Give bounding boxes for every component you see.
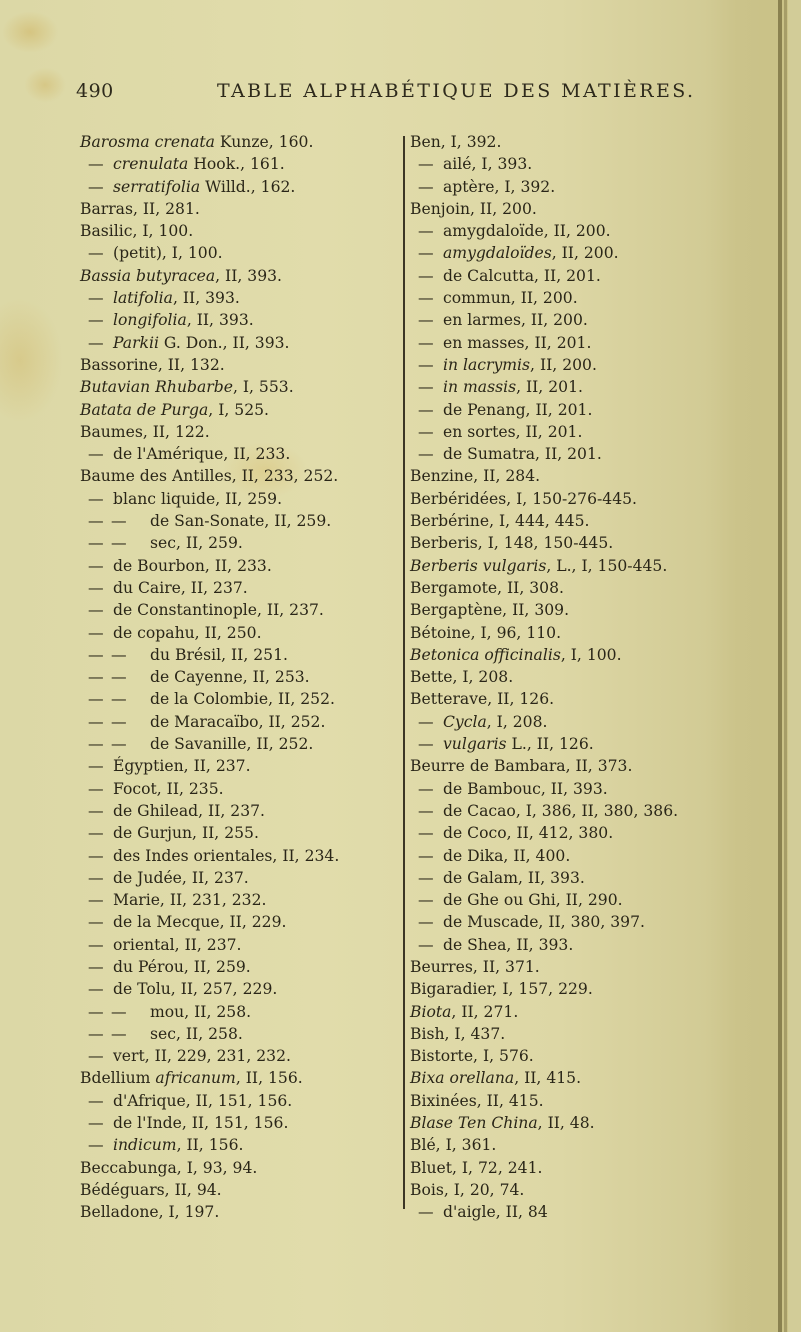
entry-italic-term: vulgaris	[443, 735, 507, 754]
ditto-dash: —	[88, 846, 104, 865]
index-entry	[80, 287, 400, 309]
entry-text: L., II, 126.	[506, 735, 594, 754]
index-entry	[80, 421, 400, 443]
ditto-dash: —	[418, 355, 434, 374]
index-column-left	[80, 131, 400, 1224]
index-entry	[80, 911, 400, 933]
entry-italic-term: crenulata	[113, 155, 189, 174]
entry-text: , II, 393.	[215, 266, 282, 285]
entry-italic-term: Berberis vulgaris	[410, 556, 547, 575]
ditto-dash: —	[111, 512, 127, 531]
ditto-dash: —	[418, 445, 434, 464]
index-entry	[80, 1067, 400, 1089]
entry-italic-term: Biota	[410, 1002, 452, 1021]
ditto-dash: —	[88, 1091, 104, 1110]
index-entry	[410, 577, 770, 599]
index-entry	[80, 1179, 400, 1201]
index-entry	[80, 688, 400, 710]
entry-text: , I, 100.	[560, 645, 622, 664]
ditto-dash: —	[88, 1114, 104, 1133]
index-entry	[410, 867, 770, 889]
entry-text: Blé, I, 361.	[410, 1136, 497, 1155]
index-entry	[410, 198, 770, 220]
entry-text: de Ghilead, II, 237.	[113, 801, 266, 820]
entry-text: Bergamote, II, 308.	[410, 578, 564, 597]
entry-text: de Maracaïbo, II, 252.	[150, 712, 326, 731]
index-entry	[80, 822, 400, 844]
entry-text: Bédéguars, II, 94.	[80, 1180, 222, 1199]
index-entry	[410, 242, 770, 264]
ditto-dash: —	[418, 868, 434, 887]
ditto-dash: —	[418, 1203, 434, 1222]
index-entry	[410, 889, 770, 911]
entry-text: Bétoine, I, 96, 110.	[410, 623, 562, 642]
entry-text: Hook., 161.	[188, 155, 285, 174]
index-entry	[410, 510, 770, 532]
entry-text: , II, 48.	[537, 1114, 595, 1133]
entry-text: de copahu, II, 250.	[113, 623, 262, 642]
ditto-dash: —	[88, 155, 104, 174]
entry-text: de San-Sonate, II, 259.	[150, 512, 332, 531]
index-entry	[410, 622, 770, 644]
index-entry	[410, 176, 770, 198]
ditto-dash: —	[418, 266, 434, 285]
index-entry	[80, 755, 400, 777]
entry-text: de Tolu, II, 257, 229.	[113, 980, 278, 999]
entry-text: de Gurjun, II, 255.	[113, 824, 259, 843]
index-entry	[80, 599, 400, 621]
page-header	[0, 80, 801, 110]
ditto-dash: —	[88, 712, 104, 731]
index-entry	[410, 711, 770, 733]
index-entry	[80, 488, 400, 510]
entry-text: , II, 156.	[176, 1136, 244, 1155]
ditto-dash: —	[88, 913, 104, 932]
ditto-dash: —	[88, 578, 104, 597]
entry-text: Bigaradier, I, 157, 229.	[410, 980, 593, 999]
entry-italic-term: serratifolia	[113, 177, 201, 196]
entry-text: Berberis, I, 148, 150-445.	[410, 534, 614, 553]
ditto-dash: —	[88, 311, 104, 330]
entry-text: en larmes, II, 200.	[443, 311, 588, 330]
ditto-dash: —	[111, 1024, 127, 1043]
entry-text: , II, 393.	[186, 311, 254, 330]
ditto-dash: —	[88, 801, 104, 820]
ditto-dash: —	[88, 779, 104, 798]
index-entry	[410, 644, 770, 666]
binding-edge	[784, 0, 787, 1332]
ditto-dash: —	[111, 735, 127, 754]
entry-italic-term: Bassia butyracea	[80, 266, 216, 285]
entry-text: Ben, I, 392.	[410, 133, 502, 151]
ditto-dash: —	[88, 824, 104, 843]
index-entry	[410, 465, 770, 487]
ditto-dash: —	[418, 155, 434, 174]
ditto-dash: —	[88, 556, 104, 575]
index-entry	[80, 399, 400, 421]
index-entry	[80, 577, 400, 599]
index-entry	[410, 1045, 770, 1067]
entry-text: Bluet, I, 72, 241.	[410, 1158, 543, 1177]
entry-text: Bish, I, 437.	[410, 1024, 506, 1043]
index-entry	[80, 332, 400, 354]
entry-text: Benjoin, II, 200.	[410, 199, 537, 218]
entry-text: , II, 200.	[530, 355, 597, 374]
ditto-dash: —	[88, 177, 104, 196]
entry-text: Barras, II, 281.	[80, 199, 200, 218]
index-entry	[410, 911, 770, 933]
index-entry	[410, 1023, 770, 1045]
ditto-dash: —	[88, 333, 104, 352]
ditto-dash: —	[88, 1002, 104, 1021]
ditto-dash: —	[88, 1047, 104, 1066]
entry-text: du Brésil, II, 251.	[150, 645, 288, 664]
ditto-dash: —	[418, 935, 434, 954]
entry-text: de l'Amérique, II, 233.	[113, 445, 291, 464]
index-entry	[80, 666, 400, 688]
index-entry	[80, 153, 400, 175]
entry-text: en sortes, II, 201.	[443, 422, 583, 441]
column-divider	[403, 136, 405, 1209]
page-number: 490	[76, 80, 114, 102]
ditto-dash: —	[111, 690, 127, 709]
entry-text: vert, II, 229, 231, 232.	[113, 1047, 291, 1066]
ditto-dash: —	[88, 512, 104, 531]
running-title: TABLE ALPHABÉTIQUE DES MATIÈRES.	[217, 80, 696, 102]
index-entry	[80, 845, 400, 867]
index-entry	[80, 465, 400, 487]
entry-italic-term: Bixa orellana	[410, 1069, 515, 1088]
index-entry	[80, 1112, 400, 1134]
ditto-dash: —	[88, 1024, 104, 1043]
index-entry	[410, 1067, 770, 1089]
entry-text: , II, 156.	[235, 1069, 303, 1088]
entry-text: sec, II, 259.	[150, 534, 243, 553]
entry-text: Baumes, II, 122.	[80, 422, 210, 441]
index-entry	[410, 1179, 770, 1201]
entry-text: de Bourbon, II, 233.	[113, 556, 272, 575]
binding-edge	[778, 0, 782, 1332]
entry-text: Focot, II, 235.	[113, 779, 224, 798]
index-entry	[410, 376, 770, 398]
entry-text: Betterave, II, 126.	[410, 690, 555, 709]
ditto-dash: —	[418, 913, 434, 932]
index-entry	[80, 354, 400, 376]
entry-text: de Ghe ou Ghi, II, 290.	[443, 891, 623, 910]
index-entry	[80, 1001, 400, 1023]
index-entry	[410, 755, 770, 777]
index-entry	[410, 309, 770, 331]
ditto-dash: —	[418, 846, 434, 865]
index-entry	[410, 532, 770, 554]
index-entry	[80, 867, 400, 889]
ditto-dash: —	[88, 289, 104, 308]
entry-text: , II, 201.	[516, 378, 583, 397]
ditto-dash: —	[111, 712, 127, 731]
index-entry	[410, 1090, 770, 1112]
index-entry	[80, 265, 400, 287]
entry-text: Benzine, II, 284.	[410, 467, 541, 486]
entry-text: Bistorte, I, 576.	[410, 1047, 534, 1066]
entry-text: Beccabunga, I, 93, 94.	[80, 1158, 258, 1177]
index-entry	[80, 733, 400, 755]
index-entry	[80, 131, 400, 153]
index-entry	[80, 1201, 400, 1223]
entry-text: ailé, I, 393.	[443, 155, 533, 174]
entry-text: , I, 553.	[232, 378, 294, 397]
index-entry	[80, 1157, 400, 1179]
entry-text: de Sumatra, II, 201.	[443, 445, 602, 464]
entry-text: Berbéridées, I, 150-276-445.	[410, 489, 638, 508]
index-entry	[410, 845, 770, 867]
ditto-dash: —	[418, 378, 434, 397]
ditto-dash: —	[111, 534, 127, 553]
index-entry	[410, 1201, 770, 1223]
entry-italic-term: Barosma crenata	[80, 133, 215, 151]
entry-text: de Galam, II, 393.	[443, 868, 585, 887]
entry-text: de Cacao, I, 386, II, 380, 386.	[443, 801, 679, 820]
index-entry	[410, 555, 770, 577]
ditto-dash: —	[88, 757, 104, 776]
ditto-dash: —	[88, 690, 104, 709]
ditto-dash: —	[418, 735, 434, 754]
entry-text: des Indes orientales, II, 234.	[113, 846, 340, 865]
ditto-dash: —	[88, 935, 104, 954]
index-entry	[80, 176, 400, 198]
index-entry	[410, 332, 770, 354]
index-entry	[80, 622, 400, 644]
entry-italic-term: in lacrymis	[443, 355, 531, 374]
entry-text: oriental, II, 237.	[113, 935, 242, 954]
index-entry	[410, 131, 770, 153]
ditto-dash: —	[418, 311, 434, 330]
ditto-dash: —	[418, 779, 434, 798]
entry-text: , II, 271.	[451, 1002, 519, 1021]
entry-text: Belladone, I, 197.	[80, 1203, 220, 1222]
ditto-dash: —	[111, 645, 127, 664]
entry-text: aptère, I, 392.	[443, 177, 556, 196]
index-entry	[80, 510, 400, 532]
index-entry	[80, 532, 400, 554]
entry-text: , II, 200.	[551, 244, 619, 263]
index-entry	[410, 688, 770, 710]
entry-text: du Pérou, II, 259.	[113, 957, 251, 976]
entry-text: d'aigle, II, 84	[443, 1203, 548, 1222]
index-entry	[80, 443, 400, 465]
entry-text: de Calcutta, II, 201.	[443, 266, 601, 285]
ditto-dash: —	[88, 534, 104, 553]
index-entry	[410, 666, 770, 688]
index-entry	[410, 287, 770, 309]
entry-italic-term: Butavian Rhubarbe	[80, 378, 233, 397]
entry-text: , I, 208.	[486, 712, 548, 731]
index-entry	[80, 309, 400, 331]
ditto-dash: —	[88, 601, 104, 620]
index-entry	[80, 978, 400, 1000]
index-entry	[80, 778, 400, 800]
index-entry	[80, 1023, 400, 1045]
index-entry	[410, 1112, 770, 1134]
entry-text: Baume des Antilles, II, 233, 252.	[80, 467, 339, 486]
ditto-dash: —	[418, 712, 434, 731]
entry-italic-term: Cycla	[443, 712, 487, 731]
index-entry	[410, 399, 770, 421]
entry-text: Bassorine, II, 132.	[80, 355, 225, 374]
index-entry	[410, 800, 770, 822]
index-entry	[80, 555, 400, 577]
index-entry	[410, 153, 770, 175]
index-entry	[80, 1045, 400, 1067]
index-entry	[410, 1001, 770, 1023]
entry-italic-term: Parkii	[113, 333, 159, 352]
entry-text: Bois, I, 20, 74.	[410, 1180, 525, 1199]
index-entry	[80, 198, 400, 220]
entry-text: Kunze, 160.	[214, 133, 314, 151]
ditto-dash: —	[418, 824, 434, 843]
entry-text: de la Colombie, II, 252.	[150, 690, 335, 709]
index-entry	[80, 220, 400, 242]
ditto-dash: —	[88, 244, 104, 263]
index-entry	[80, 956, 400, 978]
entry-italic-term: Betonica officinalis	[410, 645, 561, 664]
ditto-dash: —	[88, 1136, 104, 1155]
entry-text: commun, II, 200.	[443, 289, 578, 308]
entry-text: Beurre de Bambara, II, 373.	[410, 757, 633, 776]
ditto-dash: —	[88, 668, 104, 687]
index-entry	[80, 644, 400, 666]
ditto-dash: —	[418, 400, 434, 419]
entry-text: Bdellium	[80, 1069, 156, 1088]
entry-text: , II, 415.	[514, 1069, 582, 1088]
entry-text: de l'Inde, II, 151, 156.	[113, 1114, 289, 1133]
index-entry	[410, 1134, 770, 1156]
index-entry	[80, 1134, 400, 1156]
ditto-dash: —	[88, 957, 104, 976]
entry-text: (petit), I, 100.	[113, 244, 223, 263]
index-entry	[410, 934, 770, 956]
entry-text: de Penang, II, 201.	[443, 400, 593, 419]
entry-italic-term: amygdaloïdes	[443, 244, 552, 263]
entry-text: amygdaloïde, II, 200.	[443, 222, 611, 241]
entry-text: de Cayenne, II, 253.	[150, 668, 310, 687]
ditto-dash: —	[418, 422, 434, 441]
entry-text: de Muscade, II, 380, 397.	[443, 913, 645, 932]
ditto-dash: —	[88, 623, 104, 642]
entry-italic-term: latifolia	[113, 289, 173, 308]
index-entry	[410, 822, 770, 844]
entry-text: mou, II, 258.	[150, 1002, 252, 1021]
ditto-dash: —	[418, 289, 434, 308]
index-entry	[410, 733, 770, 755]
ditto-dash: —	[418, 244, 434, 263]
index-entry	[80, 242, 400, 264]
entry-text: de Bambouc, II, 393.	[443, 779, 608, 798]
entry-text: blanc liquide, II, 259.	[113, 489, 283, 508]
entry-text: G. Don., II, 393.	[158, 333, 290, 352]
ditto-dash: —	[418, 801, 434, 820]
entry-text: de Coco, II, 412, 380.	[443, 824, 614, 843]
index-entry	[410, 956, 770, 978]
page-edge	[788, 0, 801, 1332]
entry-text: , I, 525.	[208, 400, 269, 419]
index-entry	[410, 488, 770, 510]
entry-text: Basilic, I, 100.	[80, 222, 194, 241]
entry-text: de Dika, II, 400.	[443, 846, 571, 865]
ditto-dash: —	[88, 645, 104, 664]
entry-text: Bette, I, 208.	[410, 668, 514, 687]
entry-text: Bixinées, II, 415.	[410, 1091, 544, 1110]
entry-italic-term: indicum	[113, 1136, 177, 1155]
index-entry	[80, 800, 400, 822]
ditto-dash: —	[88, 445, 104, 464]
ditto-dash: —	[418, 222, 434, 241]
entry-italic-term: in massis	[443, 378, 517, 397]
entry-text: de Shea, II, 393.	[443, 935, 574, 954]
index-entry	[80, 1090, 400, 1112]
index-entry	[410, 599, 770, 621]
entry-text: du Caire, II, 237.	[113, 578, 248, 597]
index-entry	[80, 376, 400, 398]
index-entry	[80, 934, 400, 956]
entry-italic-term: Batata de Purga	[80, 400, 209, 419]
index-entry	[410, 978, 770, 1000]
entry-text: Berbérine, I, 444, 445.	[410, 512, 590, 531]
entry-text: Marie, II, 231, 232.	[113, 891, 267, 910]
ditto-dash: —	[418, 333, 434, 352]
ditto-dash: —	[111, 1002, 127, 1021]
entry-text: sec, II, 258.	[150, 1024, 243, 1043]
ditto-dash: —	[88, 489, 104, 508]
entry-text: de la Mecque, II, 229.	[113, 913, 287, 932]
entry-italic-term: Blase Ten China	[410, 1114, 538, 1133]
ditto-dash: —	[88, 735, 104, 754]
entry-text: de Savanille, II, 252.	[150, 735, 314, 754]
ditto-dash: —	[88, 868, 104, 887]
entry-text: , L., I, 150-445.	[546, 556, 668, 575]
index-entry	[410, 778, 770, 800]
entry-italic-term: africanum	[155, 1069, 236, 1088]
entry-text: , II, 393.	[172, 289, 240, 308]
entry-text: en masses, II, 201.	[443, 333, 592, 352]
entry-text: Égyptien, II, 237.	[113, 757, 251, 776]
ditto-dash: —	[418, 177, 434, 196]
index-entry	[410, 354, 770, 376]
ditto-dash: —	[418, 891, 434, 910]
index-entry	[410, 443, 770, 465]
index-entry	[80, 711, 400, 733]
entry-text: de Judée, II, 237.	[113, 868, 249, 887]
index-entry	[410, 1157, 770, 1179]
ditto-dash: —	[88, 891, 104, 910]
entry-text: d'Afrique, II, 151, 156.	[113, 1091, 293, 1110]
entry-text: Bergaptène, II, 309.	[410, 601, 570, 620]
index-entry	[410, 421, 770, 443]
entry-italic-term: longifolia	[113, 311, 187, 330]
entry-text: Willd., 162.	[200, 177, 296, 196]
entry-text: Beurres, II, 371.	[410, 957, 540, 976]
ditto-dash: —	[111, 668, 127, 687]
ditto-dash: —	[88, 980, 104, 999]
index-column-right	[410, 131, 770, 1224]
index-entry	[410, 265, 770, 287]
index-entry	[80, 889, 400, 911]
index-entry	[410, 220, 770, 242]
entry-text: de Constantinople, II, 237.	[113, 601, 324, 620]
